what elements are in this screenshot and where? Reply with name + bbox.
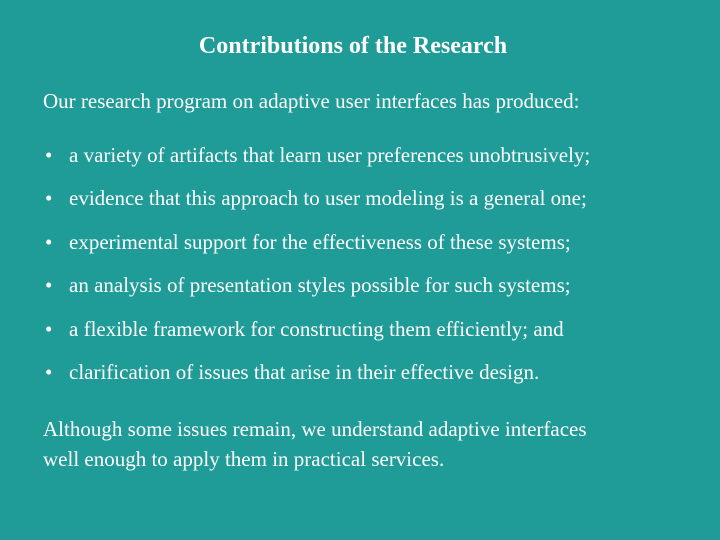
intro-text: Our research program on adaptive user interfaces has produced: — [43, 89, 580, 113]
bullet-text: experimental support for the effectiveness of these systems; — [69, 229, 571, 254]
bullet-marker: • — [45, 186, 53, 211]
bullet-marker: • — [45, 143, 53, 167]
bullet-marker: • — [45, 229, 53, 254]
closing-line: Although some issues remain, we understand adaptive interfaces — [43, 417, 587, 441]
bullet-text: a variety of artifacts that learn user preferences unobtrusively; — [69, 143, 591, 167]
bullet-marker: • — [45, 273, 53, 298]
bullet-text: an analysis of presentation styles possible for such systems; — [69, 273, 571, 298]
bullet-marker: • — [45, 316, 53, 341]
bullet-text: clarification of issues that arise in their effective design. — [69, 359, 540, 384]
bullet-text: a flexible framework for constructing them efficiently; and — [69, 316, 564, 341]
slide-title: Contributions of the Research — [198, 33, 508, 59]
closing-paragraph — [43, 414, 703, 474]
bullet-marker: • — [45, 359, 53, 384]
closing-line: well enough to apply them in practical services. — [43, 447, 445, 471]
bullet-text: evidence that this approach to user modeling is a general one; — [69, 186, 587, 211]
